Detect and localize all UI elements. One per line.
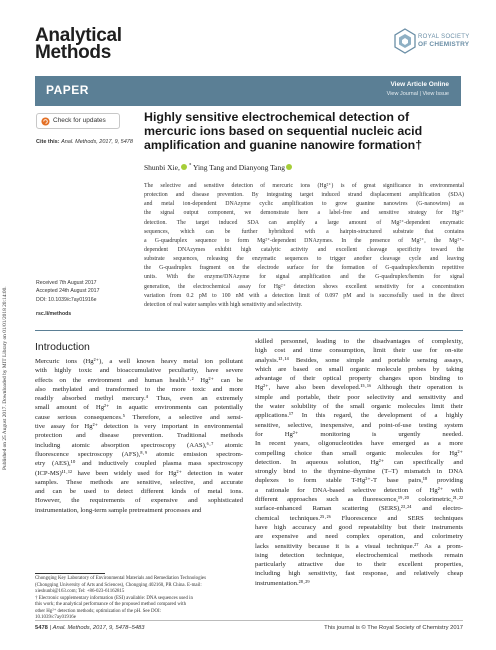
body-text-line: the water solubility of the small organic molecules limit their <box>255 403 463 411</box>
footnote-line: (Chongqing University of Arts and Sciences), Chongqing 402160, PR China. E-mail: <box>35 582 202 588</box>
abstract-line: generation, the electrochemical assay for Hg²⁺ detection shows excellent sensitivity for a concentration <box>144 283 464 290</box>
doi[interactable]: DOI: 10.1039/c7ay01916e <box>36 297 97 303</box>
orcid-icon[interactable] <box>286 164 292 170</box>
page-footer-left: 5478 | Anal. Methods, 2017, 9, 5478–5483 <box>35 625 145 631</box>
body-text-line: ising detection technique, electrochemical methods remain <box>255 551 463 559</box>
footnote-divider <box>35 573 105 574</box>
abstract-line: detection. The target induced SDA can amplify a large amount of Mg²⁺-dependent enzymatic <box>144 219 464 226</box>
abstract-line: a G-quadruplex sequence to form Mg²⁺-dependent DNAzymes. In the presence of Mg²⁺, the Mg²⁺- <box>144 237 464 244</box>
body-text-line: protection and disease prevention. Traditional methods <box>35 432 243 440</box>
publication-sidebar-note: Published on 25 August 2017. Downloaded by MIT Library on 01/01/2018 20:14:00. <box>2 286 8 470</box>
received-date: Received 7th August 2017 <box>36 280 97 286</box>
view-article-online-link[interactable]: View Article Online <box>390 81 449 88</box>
author-first: Shunbi Xie, <box>144 163 180 172</box>
footnote-line: † Electronic supplementary information (ESI) available: DNA sequences used in <box>35 595 193 601</box>
article-type-banner <box>35 76 461 106</box>
abstract-line: protection and disease prevention. By integrating target induced strand displacement amplification (SDA) <box>144 192 464 199</box>
body-text-line: etry (AES),¹⁰ and inductively coupled plasma mass spectroscopy <box>35 460 243 468</box>
body-text-line: analysis.¹³·¹⁴ Besides, some simple and portable sensing assays, <box>255 356 463 364</box>
body-text-line: instrumentation.²⁸·²⁹ <box>255 579 310 587</box>
abstract <box>144 182 464 310</box>
body-text-line: In recent years, oligonucleotides have emerged as a more <box>255 440 463 448</box>
section-divider <box>35 330 463 331</box>
abstract-line: The selective and sensitive detection of mercuric ions (Hg²⁺) is of great significance in environmental <box>144 183 464 189</box>
cite-prefix: Cite this: <box>36 139 60 145</box>
body-text-line: with highly toxic and bioaccumulative peculiarity, have severe <box>35 367 243 375</box>
copyright-notice: This journal is © The Royal Society of Chemistry 2017 <box>324 625 463 631</box>
body-text-line: detection. In aqueous solution, Hg²⁺ can specifically and <box>255 458 463 466</box>
body-text-line: chemical techniques.²⁵·²⁶ Fluorescence and SERS techniques <box>255 514 463 522</box>
rsc-logo[interactable] <box>394 26 470 66</box>
body-text-line: cause serious consequences.⁵ Therefore, a selective and sensi- <box>35 413 243 421</box>
body-text-line: instrumentation, long-term sample pretreatment processes and <box>35 506 202 514</box>
body-text-line: surface-enhanced Raman scattering (SERS),²³·²⁴ and electro- <box>255 505 463 513</box>
check-for-updates-button[interactable] <box>36 113 120 129</box>
body-text-line: strongly bind to the thymine–thymine (T–T) mismatch in DNA <box>255 468 463 476</box>
footnote-line: this work; the analytical performance of the proposed method compared with <box>35 602 187 607</box>
citation-line <box>36 139 133 145</box>
body-text-line: and can be used to detect different kinds of metal ions. <box>35 488 243 496</box>
abstract-line: substrate sequences, releasing the enzymatic sequences to trigger another cleavage cycle and leaving <box>144 256 464 263</box>
body-left-column <box>35 357 243 515</box>
article-type-label: PAPER <box>46 83 89 97</box>
body-text-line: different approaches such as fluorescence,¹⁹·²⁰ colorimetric,²¹·²² <box>255 496 463 504</box>
rsc-logo-icon <box>394 28 416 58</box>
body-text-line: Mercuric ions (Hg²⁺), a well known heavy metal ion pollutant <box>35 358 243 365</box>
page-number: 5478 <box>35 625 48 631</box>
footnote-line: other Hg²⁺ detection methods; optimization of the pH. See DOI: <box>35 608 162 614</box>
cite-reference: Anal. Methods, 2017, 9, 5478 <box>61 139 133 145</box>
author-rest: Ying Tang and Dianyong Tang <box>192 163 285 172</box>
body-text-line: are expensive and need complex operation, and colorimetry <box>255 533 463 541</box>
footnotes <box>35 576 243 622</box>
abstract-line: detection of real water samples with high sensitivity and selectivity. <box>144 301 303 308</box>
article-title: Highly sensitive electrochemical detection of mercuric ions based on sequential nucleic acid amplification and guanine nanowire formation† <box>144 110 423 152</box>
journal-reference: Anal. Methods, 2017, 9, 5478–5483 <box>52 625 145 631</box>
abstract-line: variation from 0.2 pM to 100 nM with a detection limit of 0.097 pM and is successfully used in the direct <box>144 292 464 299</box>
body-text-line: skilled personnel, leading to the disadvantages of complexity, <box>255 338 463 345</box>
view-journal-issue-link[interactable]: View Journal | View Issue <box>386 91 449 97</box>
footnote-line: 10.1039/c7ay01916e <box>35 615 76 620</box>
abstract-line: dependent DNAzymes exhibit high catalytic activity and excellent cleavage specificity toward the <box>144 246 464 253</box>
body-text-line: duplexes to form stable T-Hg²⁺-T base pairs,¹⁸ providing <box>255 477 463 485</box>
section-heading: Introduction <box>35 341 90 353</box>
accepted-date: Accepted 24th August 2017 <box>36 288 100 295</box>
body-text-line: compelling choice than small organic molecules for Hg²⁺ <box>255 449 463 457</box>
body-text-line: simple and portable, their poor selectivity and sensitivity and <box>255 393 463 401</box>
abstract-line: sequences, which can be further hybridized with a hairpin-structured substrate that contains <box>144 228 464 235</box>
journal-name-line1: Analytical <box>35 25 122 46</box>
journal-name <box>35 27 122 61</box>
abstract-line: the G-quadruplex fragment on the electrode surface for the formation of G-quadruplex/hemin repetitive <box>144 265 464 272</box>
rsc-logo-line2: OF CHEMISTRY <box>418 41 470 48</box>
footnote-line: Chongqing Key Laboratory of Environmental Materials and Remediation Technologies <box>35 576 206 581</box>
abstract-line: units. With the enzyme/DNAzyme for signal amplification and the G-quadruplex/hemin for signal <box>144 274 464 281</box>
body-text-line: effects on the environment and human health.¹·² Hg²⁺ can be <box>35 376 243 384</box>
body-text-line: including high sensitivity, fast response, and relatively cheap <box>255 570 463 578</box>
body-text-line: samples. These methods are sensitive, selective, and accurate <box>35 478 243 486</box>
body-text-line: also methylated and transformed to the more toxic and more <box>35 385 243 393</box>
author-list: Shunbi Xie, * Ying Tang and Dianyong Tang <box>144 163 294 172</box>
body-text-line: for Hg²⁺ monitoring is urgently needed. <box>255 430 463 438</box>
orcid-icon[interactable] <box>181 164 187 170</box>
body-text-line: applications.¹⁷ In this regard, the development of a highly <box>255 412 463 420</box>
refresh-icon <box>41 117 50 126</box>
body-text-line: (ICP-MS)¹¹·¹² have been widely used for Hg²⁺ detection in water <box>35 469 243 477</box>
body-text-line: advantage of their optical property changes upon binding to <box>255 375 463 383</box>
body-text-line: small amount of Hg²⁺ in aquatic environments can potentially <box>35 404 243 412</box>
body-text-line: lacks sensitivity because it is a visual technique.²⁷ As a prom- <box>255 542 463 550</box>
body-text-line: including atomic absorption spectroscopy (AAS),⁶·⁷ atomic <box>35 441 243 449</box>
body-right-column <box>255 337 463 588</box>
body-text-line: Hg²⁺, have also been developed.¹⁵·¹⁶ Although their operation is <box>255 384 463 392</box>
abstract-line: the signal output component, we demonstrate here a label-free and sensitive strategy for Hg²⁺ <box>144 210 464 217</box>
rsc-logo-line1: ROYAL SOCIETY <box>418 34 470 40</box>
body-text-line: a rationale for DNA-based selective detection of Hg²⁺ with <box>255 486 463 494</box>
footnote-line: xieshunbi@163.com; Tel: +86-023-61162815 <box>35 589 125 594</box>
abstract-line: and metal ion-dependent DNAzyme cyclic amplification to grow guanine nanowires (G-nanowires) as <box>144 201 464 208</box>
journal-name-line2: Methods <box>35 42 112 63</box>
body-text-line: which are based on small organic molecule probes by taking <box>255 365 463 373</box>
body-text-line: high cost and time consumption, limit their use for on-site <box>255 347 463 355</box>
check-for-updates-label: Check for updates <box>53 117 106 124</box>
body-text-line: fluorescence spectroscopy (AFS),⁸·⁹ atomic emission spectrom- <box>35 450 243 458</box>
body-text-line: readily absorbed methyl mercury.⁴ Thus, even an extremely <box>35 395 243 403</box>
body-text-line: particularly attractive due to their excellent properties, <box>255 561 463 569</box>
article-dates <box>36 279 99 296</box>
journal-link[interactable]: rsc.li/methods <box>36 311 72 317</box>
body-text-line: tive assay for Hg²⁺ detection is very important in environmental <box>35 423 243 431</box>
page-footer-divider <box>35 620 463 621</box>
body-text-line: sensitive, selective, inexpensive, and point-of-use testing system <box>255 421 463 429</box>
body-text-line: have high accuracy and good repeatability but their instruments <box>255 523 463 531</box>
body-text-line: However, the requirements of expensive and sophisticated <box>35 497 243 505</box>
